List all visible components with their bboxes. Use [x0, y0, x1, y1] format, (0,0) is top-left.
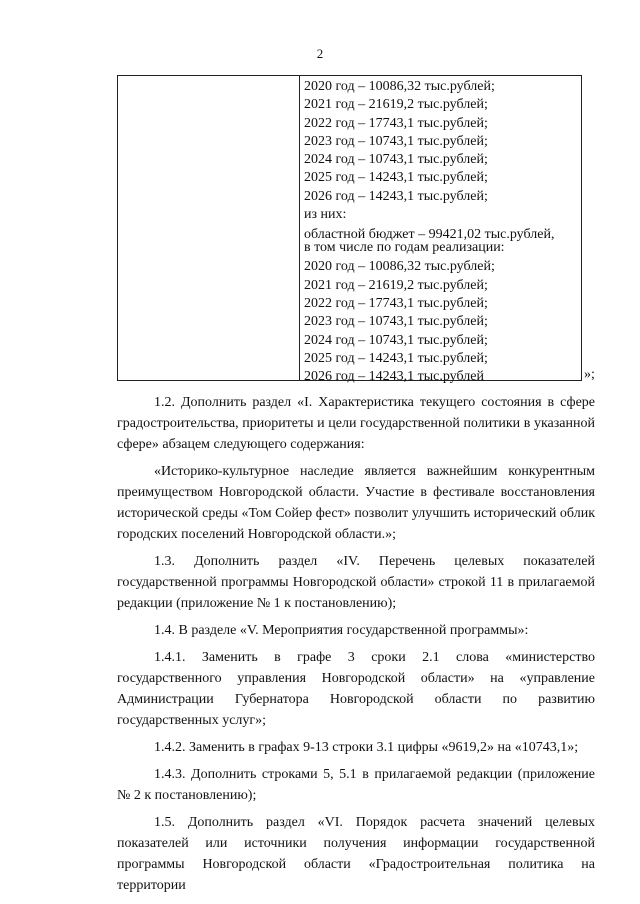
paragraph-1-4-2: 1.4.2. Заменить в графах 9-13 строки 3.1 цифры «9619,2» на «10743,1»;: [154, 740, 579, 755]
funding-cell: [304, 78, 579, 386]
paragraph-1-4-3: 1.4.3. Дополнить строками 5, 5.1 в прилагаемой редакции (приложение № 2 к постановлению);: [117, 767, 595, 803]
table-line: 2026 год – 14243,1 тыс.рублей: [304, 369, 484, 385]
table-line: 2022 год – 17743,1 тыс.рублей;: [304, 115, 488, 131]
table-line: 2020 год – 10086,32 тыс.рублей;: [304, 79, 495, 94]
paragraph-heritage-quote: «Историко-культурное наследие является важнейшим конкурентным преимуществом Новгородской области. Участие в фестивале восстановления исторической среды «Том Сойер фест» позволит улучшить исторический облик городских поселений Новгородской области.»;: [117, 464, 595, 542]
table-line: 2021 год – 21619,2 тыс.рублей;: [304, 277, 488, 293]
table-column-divider: [299, 76, 300, 380]
paragraph-1-3: 1.3. Дополнить раздел «IV. Перечень целевых показателей государственной программы Новгородской области» строкой 11 в прилагаемой редакции (приложение № 1 к постановлению);: [117, 554, 595, 611]
table-line: 2025 год – 14243,1 тыс.рублей;: [304, 350, 488, 366]
table-line: 2026 год – 14243,1 тыс.рублей;: [304, 188, 488, 204]
paragraph-1-5: 1.5. Дополнить раздел «VI. Порядок расчета значений целевых показателей или источники получения информации государственной программы Новгородской области «Градостроительная политика на территории: [117, 815, 595, 893]
table-closing-quote: »;: [584, 367, 595, 382]
document-body: [117, 392, 595, 902]
table-line: 2025 год – 14243,1 тыс.рублей;: [304, 170, 488, 186]
table-line: из них:: [304, 207, 347, 223]
page-number: 2: [316, 46, 324, 61]
table-line: 2023 год – 10743,1 тыс.рублей;: [304, 133, 488, 149]
table-line: 2023 год – 10743,1 тыс.рублей;: [304, 314, 488, 330]
table-line: областной бюджет – 99421,02 тыс.рублей,: [304, 227, 555, 243]
table-line: 2024 год – 10743,1 тыс.рублей;: [304, 152, 488, 168]
table-line: в том числе по годам реализации:: [304, 240, 505, 256]
table-line: 2020 год – 10086,32 тыс.рублей;: [304, 259, 495, 275]
table-line: 2021 год – 21619,2 тыс.рублей;: [304, 97, 488, 113]
paragraph-1-2: 1.2. Дополнить раздел «I. Характеристика текущего состояния в сфере градостроительства, приоритеты и цели государственной политики в указанной сфере» абзацем следующего содержания:: [117, 395, 595, 452]
table-line: 2024 год – 10743,1 тыс.рублей;: [304, 332, 488, 348]
paragraph-1-4-1: 1.4.1. Заменить в графе 3 сроки 2.1 слова «министерство государственного управления Новгородской области» на «управление Администрации Губернатора Новгородской области по развитию государственных услуг»;: [117, 650, 595, 728]
table-line: 2022 год – 17743,1 тыс.рублей;: [304, 295, 488, 311]
funding-table: [117, 75, 582, 385]
paragraph-1-4: 1.4. В разделе «V. Мероприятия государственной программы»:: [154, 623, 529, 638]
